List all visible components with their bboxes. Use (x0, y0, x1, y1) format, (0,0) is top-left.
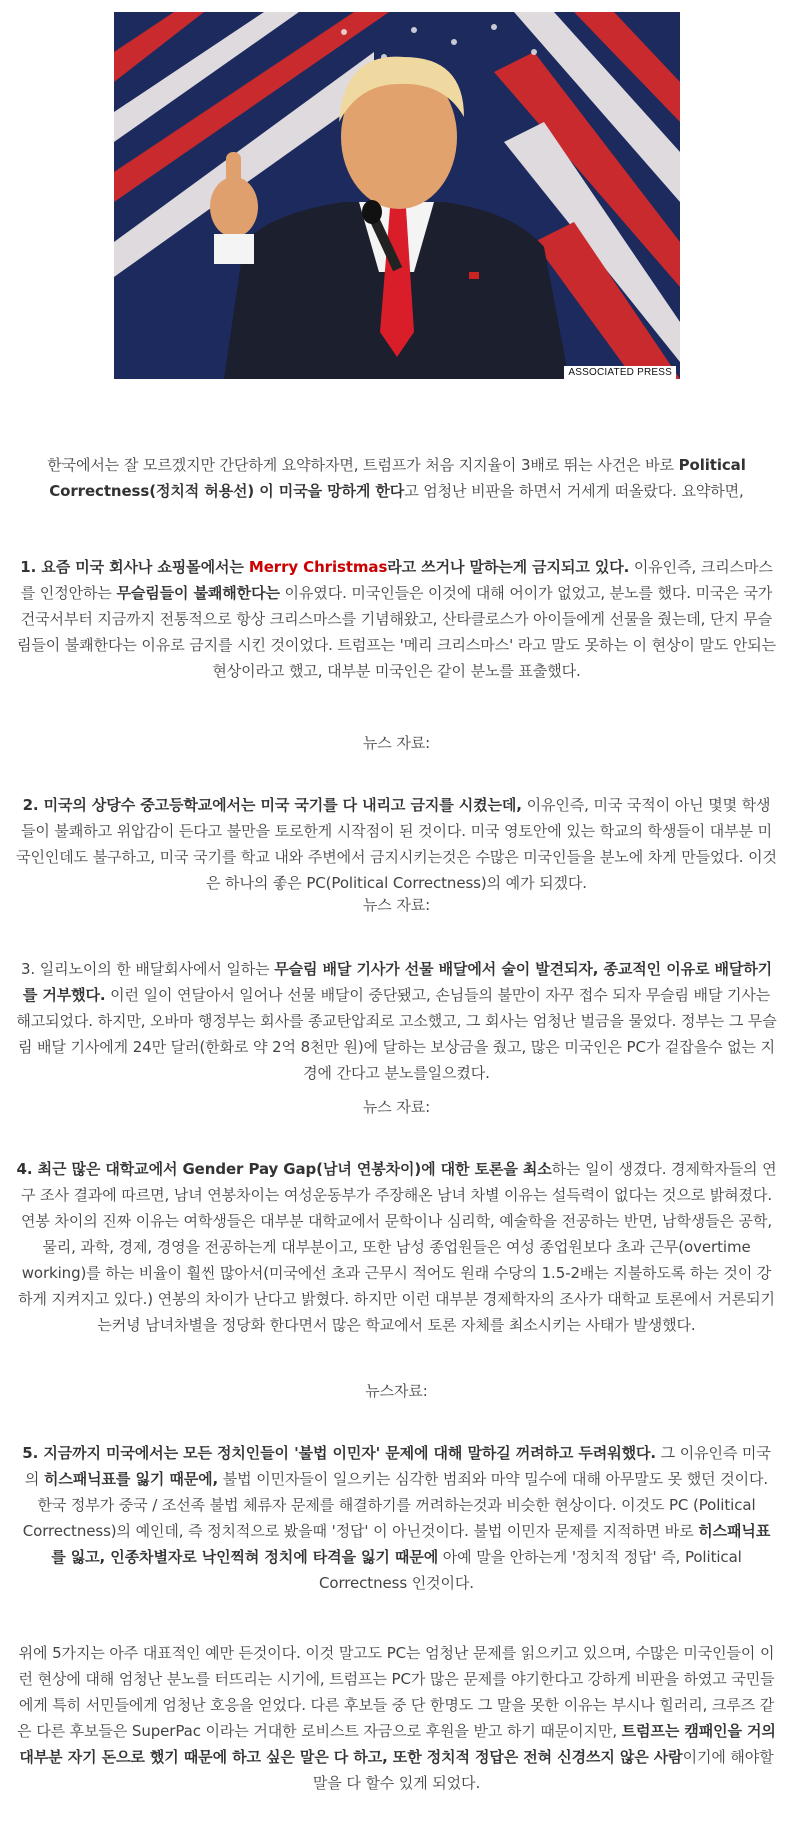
point-4-paragraph: 4. 최근 많은 대학교에서 Gender Pay Gap(남녀 연봉차이)에 대한 토론을 최소하는 일이 생겼다. 경제학자들의 연구 조사 결과에 따르면, 남녀 연봉차이는 여성운동부가 주장해온 남녀 차별 이유는 설득력이 없다는 것으로 밝혀졌다. 연봉 차이의 진짜 이유는 여학생들은 대부분 대학교에서 문학이나 심리학, 예술학을 전공하는 반면, 남학생들은 공학, 물리, 과학, 경제, 경영을 전공하는게 대부분이고, 또한 남성 종업원들은 여성 종업원보다 초과 근무(overtime working)를 하는 비율이 훨씬 많아서(미국에선 초과 근무시 적어도 원래 수당의 1.5-2배는 지불하도록 하는 것이 강하게 지켜지고 있다.) 연봉의 차이가 난다고 밝혔다. 하지만 이런 대부분 경제학자의 조사가 대학교 토론에서 거론되기는커녕 남녀차별을 정당화 한다면서 많은 학교에서 토론 자체를 최소시키는 사태가 발생했다. (16, 1160, 777, 1334)
photo-credit: ASSOCIATED PRESS (564, 366, 676, 379)
point-3-paragraph: 3. 일리노이의 한 배달회사에서 일하는 무슬림 배달 기사가 선물 배달에서 술이 발견되자, 종교적인 이유로 배달하기를 거부했다. 이런 일이 연달아서 일어나 선물 배달이 중단됐고, 손님들의 불만이 자꾸 접수 되자 무슬림 배달 기사는 해고되었다. 하지만, 오바마 행정부는 회사를 종교탄압죄로 고소했고, 그 회사는 엄청난 벌금을 물었다. 정부는 그 무슬림 배달 기사에게 24만 달러(한화로 약 2억 8천만 원)에 달하는 보상금을 줬고, 많은 미국인은 PC가 겉잡을수 없는 지경에 간다고 분노를일으켰다. (16, 960, 777, 1082)
point-1-paragraph: 1. 요즘 미국 회사나 쇼핑몰에서는 Merry Christmas라고 쓰거나 말하는게 금지되고 있다. 이유인즉, 크리스마스를 인정안하는 무슬림들이 불쾌해한다는 이유였다. 미국인들은 이것에 대해 어이가 없었고, 분노를 했다. 미국은 국가 건국서부터 지금까지 전통적으로 항상 크리스마스를 기념해왔고, 산타클로스가 아이들에게 선물을 줬는데, 단지 무슬림들이 불쾌한다는 이유로 금지를 시킨 것이었다. 트럼프는 '메리 크리스마스' 라고 말도 못하는 이 현상이 말도 안되는 현상이라고 했고, 대부분 미국인은 같이 분노를 표출했다. (16, 558, 777, 680)
conclusion-paragraph: 위에 5가지는 아주 대표적인 예만 든것이다. 이것 말고도 PC는 엄청난 문제를 읽으키고 있으며, 수많은 미국인들이 이런 현상에 대해 엄청난 분노를 터뜨리는 시기에, 트럼프는 PC가 많은 문제를 야기한다고 강하게 비판을 하였고 국민들에게 특히 서민들에게 엄청난 호응을 얻었다. 다른 후보들 중 단 한명도 그 말을 못한 이유는 부시나 힐러리, 크루즈 같은 다른 후보들은 SuperPac 이라는 거대한 로비스트 자금으로 후원을 받고 하기 때문이지만, 트럼프는 캠패인을 거의 대부분 자기 돈으로 했기 때문에 하고 싶은 말은 다 하고, 또한 정치적 정답은 전혀 신경쓰지 않은 사람이기에 해야할 말을 다 할수 있게 되었다. (17, 1644, 776, 1792)
point-5-paragraph: 5. 지금까지 미국에서는 모든 정치인들이 '불법 이민자' 문제에 대해 말하길 꺼려하고 두려워했다. 그 이유인즉 미국의 히스패닉표를 잃기 때문에, 불법 이민자들이 일으키는 심각한 범죄와 마약 밀수에 대해 아무말도 못 했던 것이다. 한국 정부가 중국 / 조선족 불법 체류자 문제를 해결하기를 꺼려하는것과 비슷한 현상이다. 이것도 PC (Political Correctness)의 예인데, 즉 정치적으로 봤을때 '정답' 이 아닌것이다. 불법 이민자 문제를 지적하면 바로 히스패닉표를 잃고, 인종차별자로 낙인찍혀 정치에 타격을 잃기 때문에 아예 말을 안하는게 '정치적 정답' 즉, Political Correctness 인것이다. (22, 1444, 771, 1592)
news-label-2: 뉴스 자료: (362, 896, 431, 914)
intro-paragraph: 한국에서는 잘 모르겠지만 간단하게 요약하자면, 트럼프가 처음 지지율이 3배로 뛰는 사건은 바로 Political Correctness(정치적 허용선) 이 미국을 망하게 한다고 엄청난 비판을 하면서 거세게 떠올랐다. 요약하면, (47, 456, 746, 500)
flag-and-speaker-illustration (114, 12, 680, 379)
news-label-4: 뉴스자료: (365, 1382, 428, 1400)
news-label-1: 뉴스 자료: (362, 734, 431, 752)
news-photo (114, 12, 680, 379)
news-label-3: 뉴스 자료: (362, 1098, 431, 1116)
point-2-paragraph: 2. 미국의 상당수 중고등학교에서는 미국 국기를 다 내리고 금지를 시켰는데, 이유인즉, 미국 국적이 아닌 몇몇 학생들이 불쾌하고 위압감이 든다고 불만을 토로한게 시작점이 된 것이다. 미국 영토안에 있는 학교의 학생들이 대부분 미국인인데도 불구하고, 미국 국기를 학교 내와 주변에서 금지시키는것은 수많은 미국인들을 분노에 차게 만들었다. 이것은 하나의 좋은 PC(Political Correctness)의 예가 되겠다. (16, 796, 777, 892)
